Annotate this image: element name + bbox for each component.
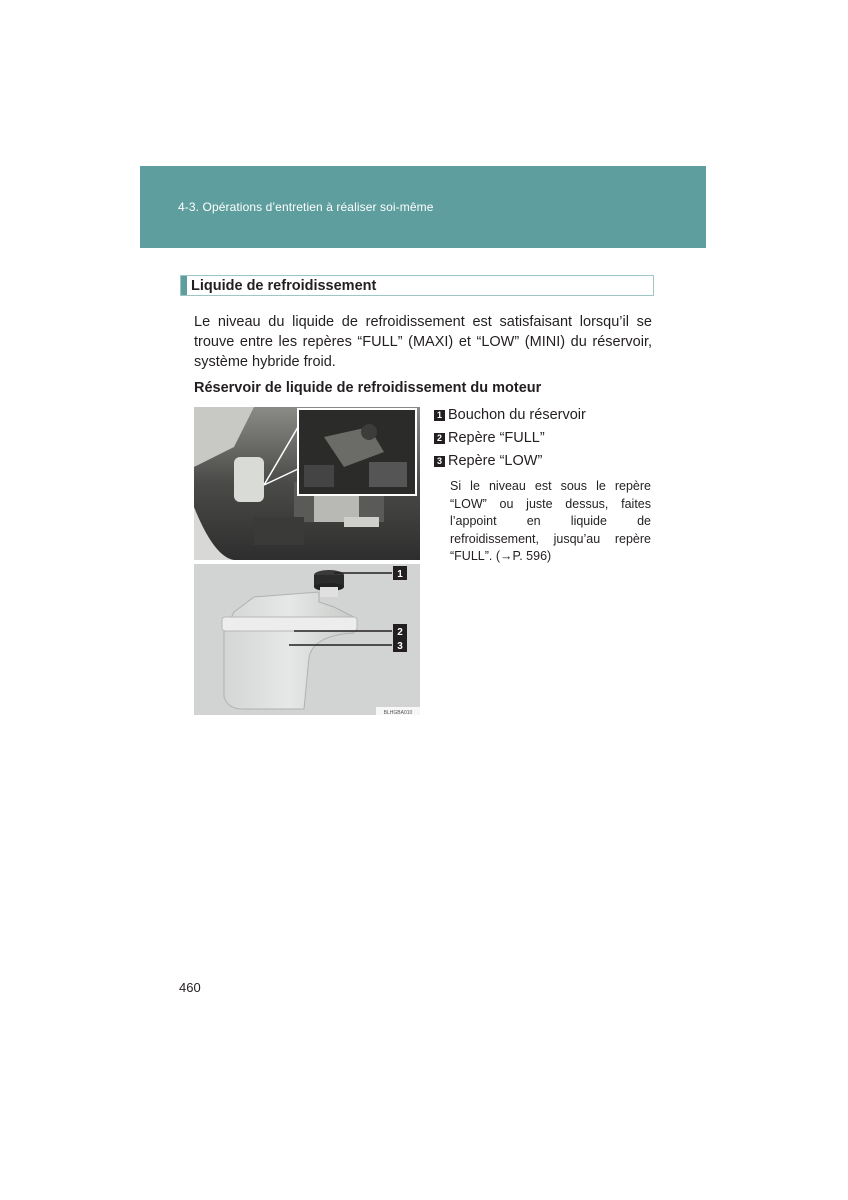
legend-label: Repère “FULL”	[448, 430, 545, 446]
refill-note: Si le niveau est sous le repère “LOW” ou juste dessus, faites l’appoint en liquide de refroidissement, jusqu’au repère “FULL”. (→P. 596)	[450, 479, 651, 563]
legend-label: Bouchon du réservoir	[448, 407, 586, 423]
intro-paragraph: Le niveau du liquide de refroidissement est satisfaisant lorsqu’il se trouve entre les repères “FULL” (MAXI) et “LOW” (MINI) du réservoir, système hybride froid.	[194, 314, 652, 370]
callout-3	[393, 638, 407, 652]
legend-item-low-mark	[434, 451, 586, 474]
callout-3-label: 3	[397, 641, 403, 652]
figure-title: Réservoir de liquide de refroidissement du moteur	[194, 380, 542, 396]
image-code: BLHGBA010	[383, 710, 413, 715]
reservoir-drawing	[194, 564, 420, 715]
legend-item-reservoir-cap	[434, 405, 586, 428]
legend-list	[434, 405, 586, 474]
legend-number: 3	[434, 456, 445, 467]
chapter-header-band	[140, 166, 706, 248]
callout-1-label: 1	[397, 569, 403, 580]
legend-number: 2	[434, 433, 445, 444]
page-number: 460	[179, 980, 201, 995]
legend-label: Repère “LOW”	[448, 453, 543, 469]
coolant-reservoir-illustration	[194, 407, 420, 715]
callout-2-label: 2	[397, 627, 403, 638]
callout-1	[393, 566, 407, 580]
section-title: 4-3. Opérations d’entretien à réaliser soi-même	[178, 200, 434, 214]
legend-number: 1	[434, 410, 445, 421]
legend-item-full-mark	[434, 428, 586, 451]
callout-2	[393, 624, 407, 638]
engine-bay-photo	[194, 407, 420, 560]
subheading-title: Liquide de refroidissement	[191, 278, 377, 294]
subheading-box	[180, 275, 654, 296]
subheading-accent-bar	[181, 276, 187, 295]
